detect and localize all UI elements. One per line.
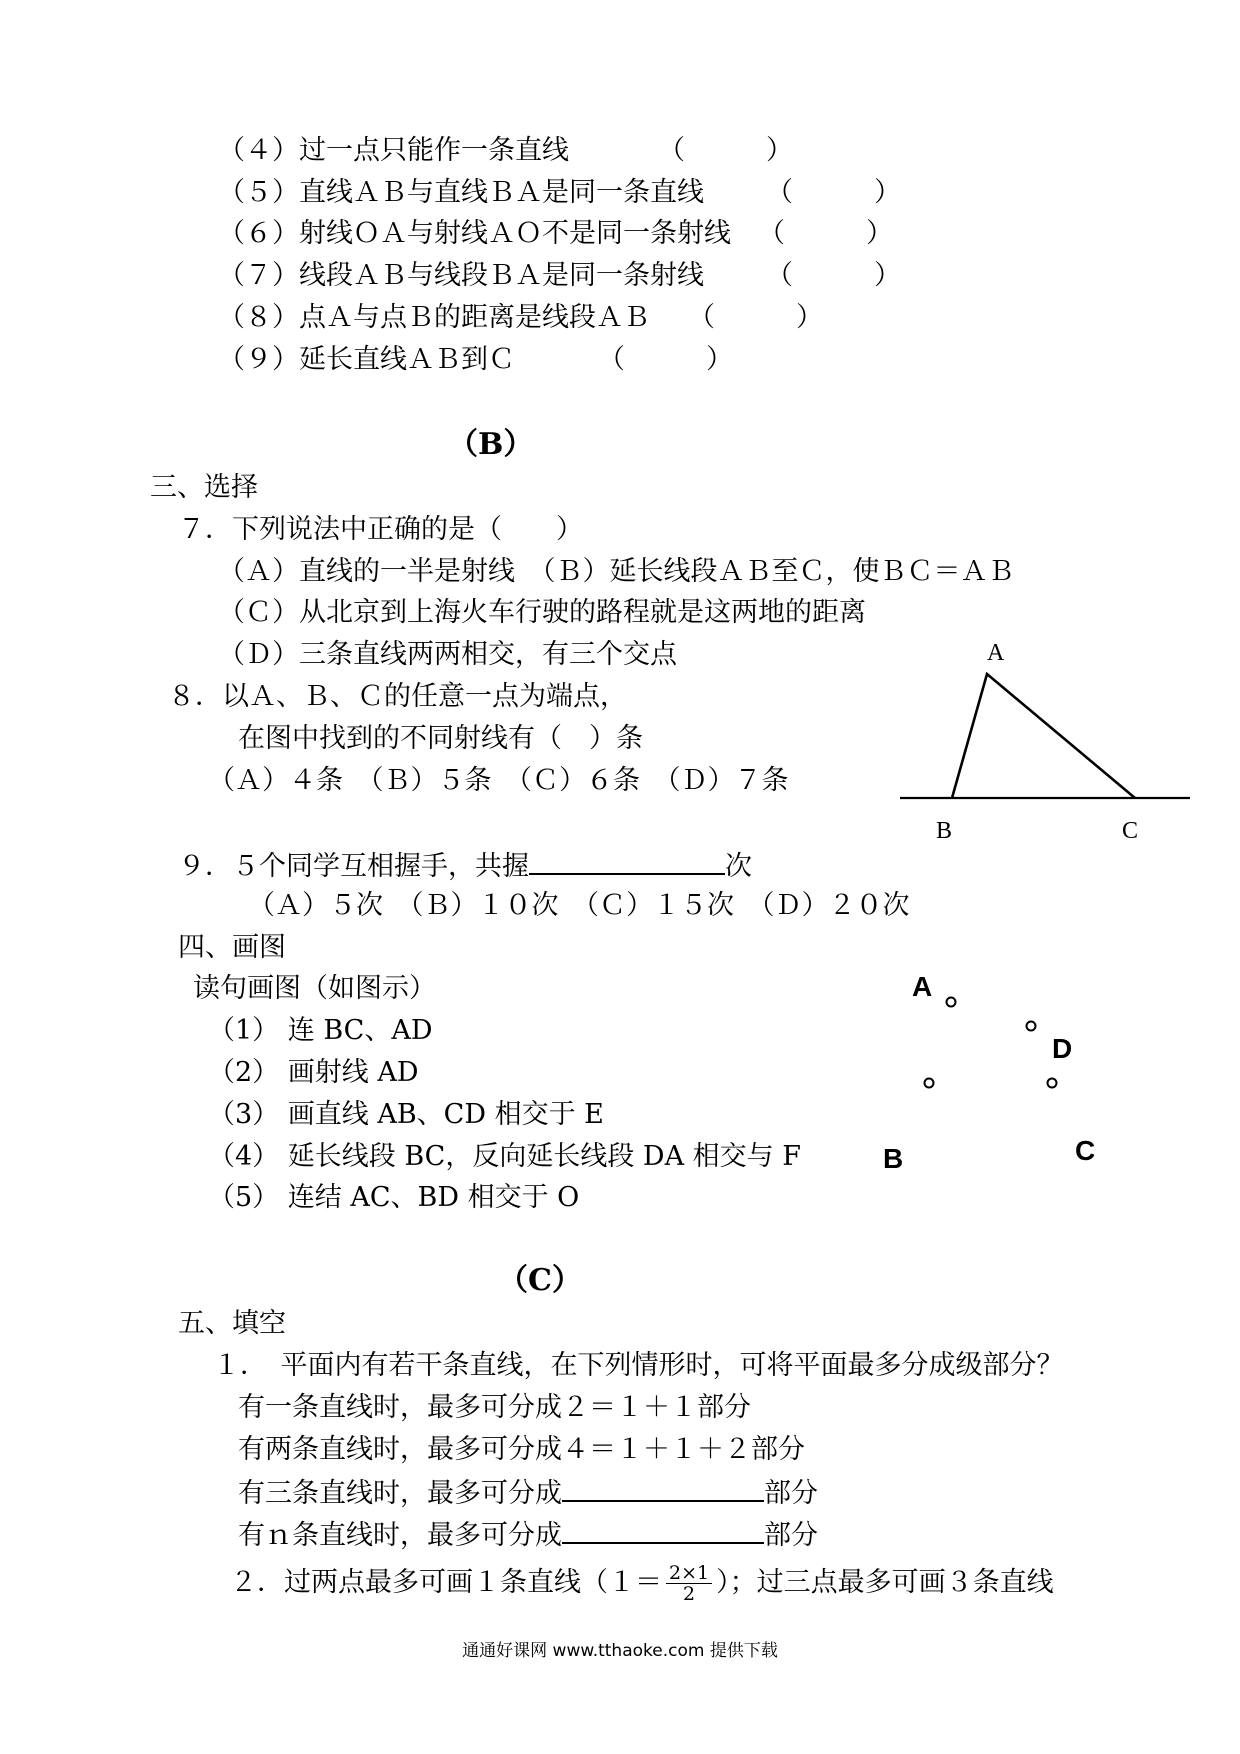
- fill1-line-2: 有两条直线时，最多可分成４＝１＋１＋２部分: [238, 1434, 805, 1465]
- fill-heading: 五、填空: [178, 1308, 286, 1339]
- fill2-line: ２．过两点最多可画１条直线（１＝ $\frac{2\times 1}{2}$ ）；过三点最多可画３条直线: [230, 1562, 1054, 1605]
- section-c-heading: （C）: [498, 1263, 582, 1298]
- q8-stem-2: 在图中找到的不同射线有（ ）条: [238, 723, 643, 754]
- triangle-sides: [952, 674, 1135, 798]
- triangle-label-c: C: [1122, 818, 1139, 844]
- q7-option-d: （Ｄ）三条直线两两相交，有三个交点: [218, 639, 677, 670]
- fill1-line-1: 有一条直线时，最多可分成２＝１＋１部分: [238, 1392, 751, 1423]
- point-b-circle: [925, 1079, 934, 1088]
- draw-item-3: （3） 画直线 AB、CD 相交于 E: [208, 1099, 604, 1130]
- fill1-line-4: 有ｎ条直线时，最多可分成 部分: [238, 1516, 818, 1553]
- fill1-line-3: 有三条直线时，最多可分成 部分: [238, 1474, 818, 1511]
- page-footer: 通通好课网 www.tthaoke.com 提供下载: [462, 1641, 778, 1661]
- section-b-heading: （B）: [448, 427, 534, 462]
- point-label-d: D: [1052, 1033, 1073, 1064]
- tf-item-9: （９）延长直线ＡＢ到Ｃ （ ）: [218, 344, 733, 375]
- tf-item-5: （５）直线ＡＢ与直线ＢＡ是同一条直线 （ ）: [218, 177, 901, 208]
- q8-options: （Ａ）４条 （Ｂ）５条 （Ｃ）６条 （Ｄ）７条: [208, 765, 789, 796]
- draw-item-5: （5） 连结 AC、BD 相交于 O: [208, 1182, 580, 1213]
- point-a-circle: [947, 998, 956, 1007]
- point-c-circle: [1048, 1079, 1057, 1088]
- fill1-blank-3[interactable]: [562, 1474, 764, 1502]
- draw-intro: 读句画图（如图示）: [193, 973, 436, 1004]
- choice-heading: 三、选择: [150, 472, 258, 503]
- draw-item-4: （4） 延长线段 BC，反向延长线段 DA 相交与 F: [208, 1141, 801, 1172]
- point-label-a: A: [912, 971, 933, 1002]
- q7-option-ab: （Ａ）直线的一半是射线 （Ｂ）延长线段ＡＢ至Ｃ，使ＢＣ＝ＡＢ: [218, 556, 1015, 587]
- triangle-figure: [890, 640, 1210, 840]
- draw-item-1: （1） 连 BC、AD: [208, 1015, 433, 1046]
- fraction: $\frac{2\times 1}{2}$: [666, 1563, 712, 1604]
- point-d-circle: [1027, 1022, 1036, 1031]
- fill1-stem: １． 平面内有若干条直线，在下列情形时，可将平面最多分成级部分？: [213, 1350, 1064, 1381]
- q7-stem: ７．下列说法中正确的是（ ）: [178, 514, 583, 545]
- tf-item-4: （４）过一点只能作一条直线 （ ）: [218, 135, 793, 166]
- point-label-b: B: [883, 1143, 904, 1174]
- q7-option-c: （Ｃ）从北京到上海火车行驶的路程就是这两地的距离: [218, 597, 866, 628]
- point-label-c: C: [1075, 1135, 1096, 1166]
- draw-heading: 四、画图: [178, 932, 286, 963]
- q9-options: （Ａ）５次 （Ｂ）１０次 （Ｃ）１５次 （Ｄ）２０次: [248, 890, 910, 921]
- tf-item-7: （７）线段ＡＢ与线段ＢＡ是同一条射线 （ ）: [218, 260, 901, 291]
- q8-stem-1: ８．以Ａ、Ｂ、Ｃ的任意一点为端点，: [168, 681, 627, 712]
- triangle-label-a: A: [987, 640, 1005, 666]
- q9-answer-blank[interactable]: [529, 847, 725, 875]
- tf-item-6: （６）射线ＯＡ与射线ＡＯ不是同一条射线 （ ）: [218, 218, 893, 249]
- draw-item-2: （2） 画射线 AD: [208, 1057, 419, 1088]
- q9-stem: ９．５个同学互相握手，共握 次: [178, 847, 752, 884]
- triangle-label-b: B: [936, 818, 953, 844]
- tf-item-8: （８）点Ａ与点Ｂ的距离是线段ＡＢ （ ）: [218, 302, 823, 333]
- fill1-blank-n[interactable]: [562, 1516, 764, 1544]
